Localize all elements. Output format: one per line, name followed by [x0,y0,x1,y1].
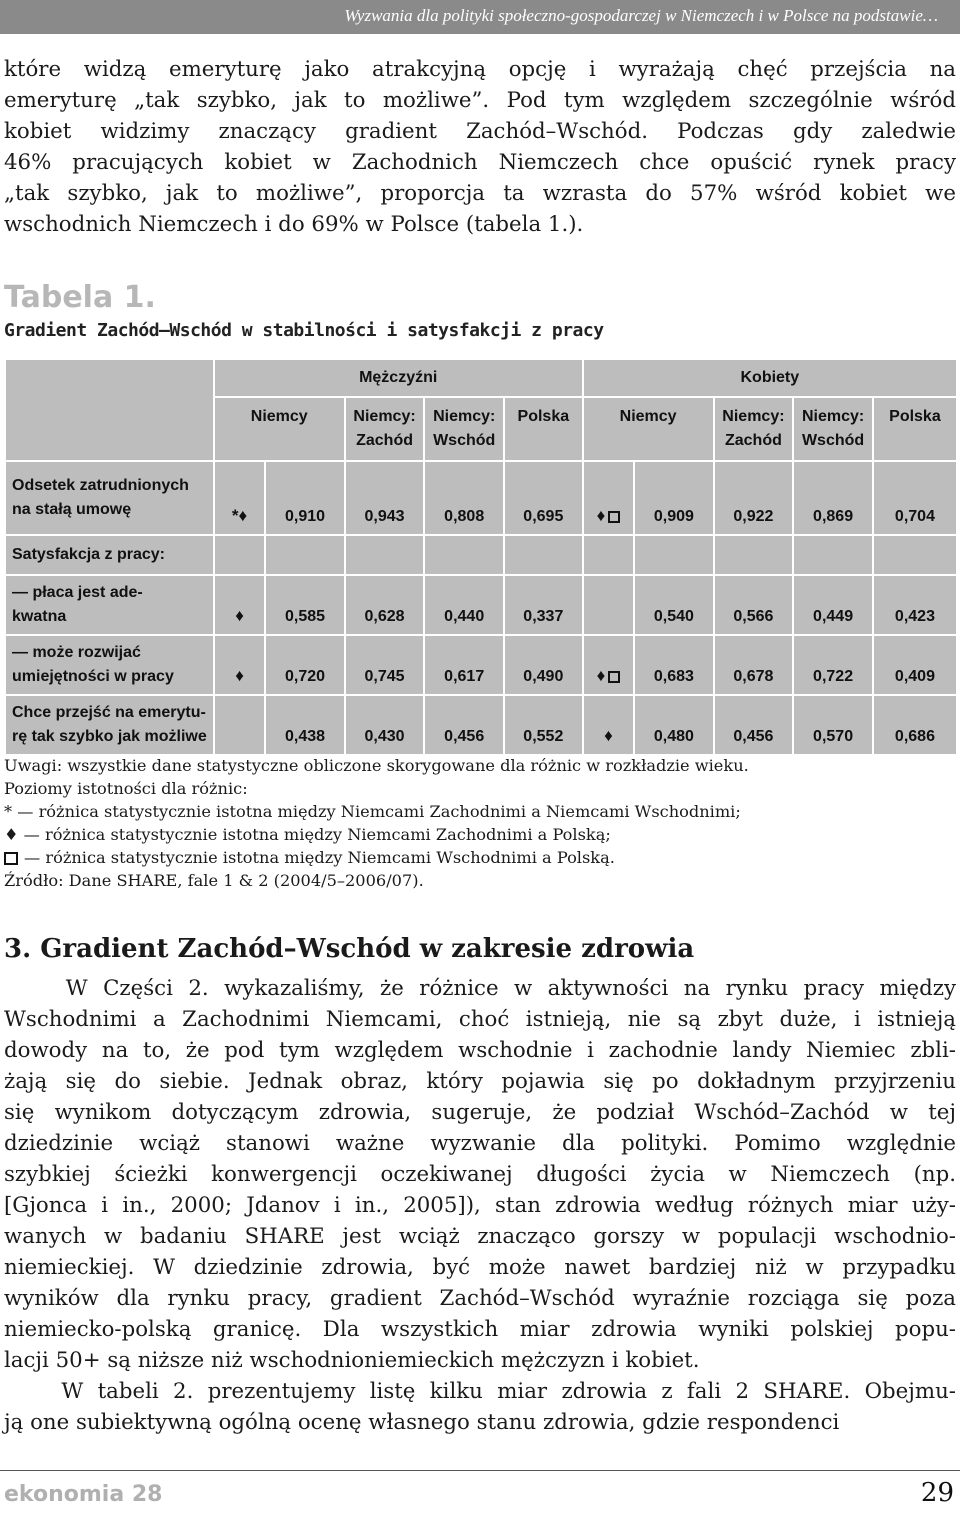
text-line: żają się do siebie. Jednak obraz, który pojawia się po dokładnym przyjrzeniu [4,1069,956,1094]
col-header: Polska [873,397,957,461]
value-cell: 0,480 [634,695,713,755]
col-header-top: Niemcy: [801,408,865,425]
value-cell: 0,922 [714,461,794,535]
text-line: W tabeli 2. prezentujemy listę kilku miar zdrowia z fali 2 SHARE. Obejmu- [4,1379,956,1404]
text-line: emeryturę „tak szybko, jak to możliwe”. Pod tym względem szczególnie wśród [4,88,956,113]
empty-cell [214,535,266,575]
footer-divider [0,1470,960,1471]
significance-marker: ♦ [214,635,266,695]
value-cell: 0,438 [265,695,344,755]
text-line: lacji 50+ są niższe niż wschodnioniemieckich mężczyzn i kobiet. [4,1348,700,1373]
col-header [345,397,425,461]
table-row [5,635,957,695]
col-header-bottom: Wschód [801,432,865,449]
table-row [5,695,957,755]
text-line: kobiet widzimy znaczący gradient Zachód–Wschód. Podczas gdy zaledwie [4,119,956,144]
value-cell: 0,449 [793,575,873,635]
significance-marker: ♦ [214,575,266,635]
col-header [714,397,794,461]
data-table [4,358,958,756]
value-cell: 0,617 [424,635,504,695]
value-cell: 0,943 [345,461,425,535]
body-paragraph [4,973,956,1438]
text-line: 46% pracujących kobiet w Zachodnich Niemczech chce opuścić rynek pracy [4,150,956,175]
value-cell: 0,869 [793,461,873,535]
row-label [5,535,214,575]
value-cell: 0,552 [504,695,583,755]
row-label-line: Chce przejść na emerytu- [12,704,206,721]
text-line: dowody na to, że pod tym względem wschodnie i zachodnie landy Niemiec zbli- [4,1038,956,1063]
col-header-top: Niemcy: [353,408,416,425]
significance-symbol: ♦ [596,666,606,685]
table-row [5,575,957,635]
text-line: które widzą emeryturę jako atrakcyjną opcję i wyrażają chęć przejścia na [4,57,956,82]
text-line: szybkiej ścieżki konwergencji oczekiwanej długości życia w Niemczech (np. [4,1162,956,1187]
value-cell: 0,683 [634,635,713,695]
empty-cell [793,535,873,575]
row-label-line: — płaca jest ade- [12,584,143,601]
row-label [5,461,214,535]
significance-symbol: ♦ [604,726,613,745]
group-header-men: Mężczyźni [214,359,583,397]
table-row [5,461,957,535]
significance-marker [583,575,635,635]
text-line: się wynikom dotyczącym zdrowia, sugeruje, że podział Wschód–Zachód w tej [4,1100,956,1125]
value-cell: 0,585 [265,575,344,635]
value-cell: 0,910 [265,461,344,535]
value-cell: 0,808 [424,461,504,535]
row-label-line: na stałą umowę [12,501,132,518]
value-cell: 0,456 [424,695,504,755]
row-label-line: rę tak szybko jak możliwe [12,728,207,745]
value-cell: 0,409 [873,635,957,695]
note-line [4,846,749,869]
value-cell: 0,704 [873,461,957,535]
col-header: Niemcy [214,397,345,461]
empty-cell [873,535,957,575]
significance-marker [583,635,635,695]
note-line: * — różnica statystycznie istotna między Niemcami Zachodnimi a Niemcami Wschodnimi; [4,802,741,821]
significance-symbol: ♦ [596,506,606,525]
col-header [424,397,504,461]
note-line: Źródło: Dane SHARE, fale 1 & 2 (2004/5–2006/07). [4,871,424,890]
section-heading: 3. Gradient Zachód–Wschód w zakresie zdrowia [4,934,695,964]
value-cell: 0,745 [345,635,425,695]
row-label [5,635,214,695]
col-header [793,397,873,461]
empty-cell [424,535,504,575]
page-number: 29 [920,1478,954,1508]
significance-marker: *♦ [214,461,266,535]
note-text: — różnica statystycznie istotna między Niemcami Wschodnimi a Polską. [24,848,615,867]
table-subtitle: Gradient Zachód–Wschód w stabilności i satysfakcji z pracy [4,320,604,341]
col-header-bottom: Zachód [356,432,413,449]
empty-cell [265,535,344,575]
text-line: wyników dla rynku pracy, gradient Zachód–Wschód wyraźnie rozciąga się poza [4,1286,956,1311]
note-line: Poziomy istotności dla różnic: [4,779,248,798]
empty-cell [714,535,794,575]
value-cell: 0,456 [714,695,794,755]
row-label [5,695,214,755]
text-line: niemiecko-polską granicę. Dla wszystkich miar zdrowia wyniki polskiej popu- [4,1317,956,1342]
table-notes [4,754,749,892]
empty-cell [504,535,583,575]
group-header-women: Kobiety [583,359,957,397]
text-line: wschodnich Niemczech i do 69% w Polsce (tabela 1.). [4,212,584,237]
value-cell: 0,720 [265,635,344,695]
significance-marker [214,695,266,755]
text-line: niemieckiej. W dziedzinie zdrowia, być może nawet bardziej niż w przypadku [4,1255,956,1280]
row-label-line: Satysfakcja z pracy: [12,546,165,563]
col-header-top: Niemcy: [722,408,785,425]
value-cell: 0,722 [793,635,873,695]
header-corner [5,359,214,461]
value-cell: 0,628 [345,575,425,635]
journal-name: ekonomia 28 [4,1482,163,1507]
row-label-line: — może rozwijać [12,644,141,661]
note-line: Uwagi: wszystkie dane statystyczne obliczone skorygowane dla różnic w rozkładzie wieku. [4,756,749,775]
empty-cell [583,535,635,575]
value-cell: 0,570 [793,695,873,755]
square-symbol-icon [608,671,620,683]
table-row [5,535,957,575]
intro-paragraph [4,54,956,240]
value-cell: 0,686 [873,695,957,755]
value-cell: 0,423 [873,575,957,635]
value-cell: 0,678 [714,635,794,695]
running-header: Wyzwania dla polityki społeczno-gospodarczej w Niemczech i w Polsce na podstawie… [344,6,938,25]
text-line: dziedzinie wciąż stanowi ważne wyzwanie dla polityki. Pomimo względnie [4,1131,956,1156]
running-header-band [0,0,960,34]
col-header: Niemcy [583,397,714,461]
value-cell: 0,909 [634,461,713,535]
row-label [5,575,214,635]
text-line: ją one subiektywną ogólną ocenę własnego stanu zdrowia, gdzie respondenci [4,1410,840,1435]
value-cell: 0,490 [504,635,583,695]
row-label-line: kwatna [12,608,67,625]
col-header-top: Niemcy: [433,408,496,425]
col-header-bottom: Wschód [433,432,496,449]
col-header: Polska [504,397,583,461]
value-cell: 0,337 [504,575,583,635]
text-line: wanych w badaniu SHARE jest wciąż znacząco gorszy w populacji wschodnio- [4,1224,956,1249]
text-line: Wschodnimi a Zachodnimi Niemcami, choć istnieją, nie są zbyt duże, i istnieją [4,1007,956,1032]
value-cell: 0,440 [424,575,504,635]
value-cell: 0,430 [345,695,425,755]
value-cell: 0,695 [504,461,583,535]
text-line: [Gjonca i in., 2000; Jdanov i in., 2005]), stan zdrowia według różnych miar uży- [4,1193,956,1218]
row-label-line: Odsetek zatrudnionych [12,477,189,494]
value-cell: 0,540 [634,575,713,635]
table-title: Tabela 1. [4,280,156,315]
empty-cell [634,535,713,575]
text-line: „tak szybko, jak to możliwe”, proporcja ta wzrasta do 57% wśród kobiet we [4,181,956,206]
row-label-line: umiejętności w pracy [12,668,174,685]
empty-cell [345,535,425,575]
square-symbol-icon [4,852,18,865]
square-symbol-icon [608,511,620,523]
significance-marker [583,461,635,535]
text-line: W Części 2. wykazaliśmy, że różnice w aktywności na rynku pracy między [4,976,956,1001]
significance-marker [583,695,635,755]
value-cell: 0,566 [714,575,794,635]
note-line: ♦ — różnica statystycznie istotna między Niemcami Zachodnimi a Polską; [4,825,611,844]
col-header-bottom: Zachód [724,432,782,449]
